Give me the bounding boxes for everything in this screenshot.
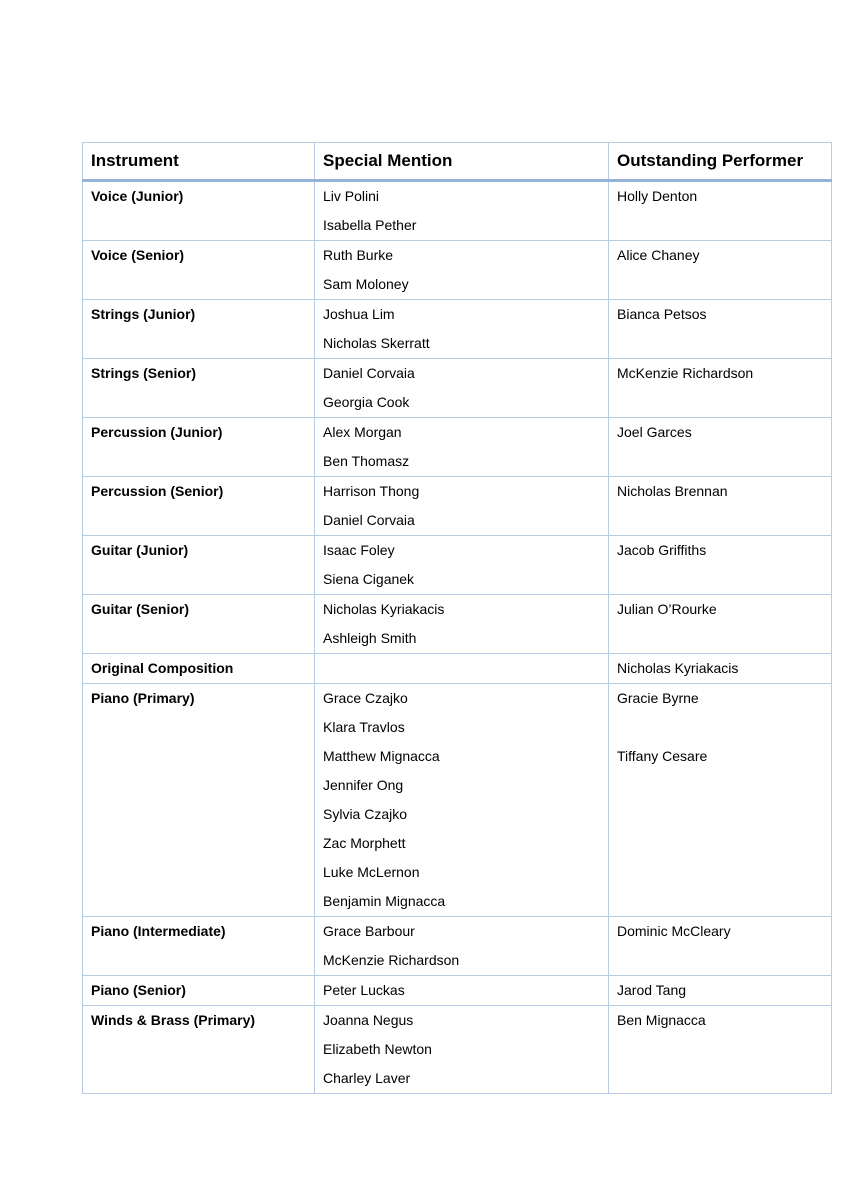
special-mention-name: Daniel Corvaia — [323, 512, 415, 528]
special-mention-name: Alex Morgan — [323, 424, 402, 440]
instrument-label: Piano (Senior) — [91, 982, 186, 998]
special-mention-cell — [315, 241, 609, 300]
special-mention-name: Charley Laver — [323, 1070, 411, 1086]
special-mention-cell — [315, 595, 609, 654]
special-mention-name: Nicholas Skerratt — [323, 335, 430, 351]
table-row — [83, 1006, 832, 1094]
special-mention-name: Benjamin Mignacca — [323, 893, 446, 909]
outstanding-performer-cell — [609, 181, 832, 241]
instrument-cell — [83, 536, 315, 595]
special-mention-name: Sylvia Czajko — [323, 806, 408, 822]
special-mention-name: Georgia Cook — [323, 394, 410, 410]
outstanding-performer-name: Bianca Petsos — [617, 306, 707, 322]
instrument-cell — [83, 300, 315, 359]
header-special-mention: Special Mention — [315, 143, 609, 181]
table-row — [83, 684, 832, 917]
header-row — [83, 143, 832, 181]
special-mention-name: Harrison Thong — [323, 483, 420, 499]
instrument-cell — [83, 917, 315, 976]
special-mention-name: Daniel Corvaia — [323, 365, 415, 381]
outstanding-performer-cell — [609, 536, 832, 595]
special-mention-name: Grace Barbour — [323, 923, 415, 939]
table-row — [83, 536, 832, 595]
outstanding-performer-name: McKenzie Richardson — [617, 365, 754, 381]
table-row — [83, 976, 832, 1006]
header-outstanding-performer: Outstanding Performer — [609, 143, 832, 181]
table-row — [83, 418, 832, 477]
outstanding-performer-cell — [609, 976, 832, 1006]
outstanding-performer-name: Jacob Griffiths — [617, 542, 707, 558]
special-mention-name: Klara Travlos — [323, 719, 405, 735]
special-mention-cell — [315, 917, 609, 976]
special-mention-name: Jennifer Ong — [323, 777, 404, 793]
empty-entry — [323, 654, 600, 683]
outstanding-performer-name: Jarod Tang — [617, 982, 687, 998]
special-mention-name: McKenzie Richardson — [323, 952, 460, 968]
special-mention-name: Joshua Lim — [323, 306, 395, 322]
special-mention-name: Isabella Pether — [323, 217, 417, 233]
table-row — [83, 241, 832, 300]
instrument-label: Voice (Senior) — [91, 247, 185, 263]
special-mention-cell — [315, 477, 609, 536]
outstanding-performer-cell — [609, 654, 832, 684]
outstanding-performer-name: Alice Chaney — [617, 247, 700, 263]
instrument-label: Guitar (Senior) — [91, 601, 190, 617]
outstanding-performer-cell — [609, 477, 832, 536]
outstanding-performer-cell — [609, 1006, 832, 1094]
special-mention-name: Liv Polini — [323, 188, 380, 204]
table-body — [83, 181, 832, 1094]
outstanding-performer-name: Joel Garces — [617, 424, 692, 440]
special-mention-name: Joanna Negus — [323, 1012, 414, 1028]
outstanding-performer-name: Gracie Byrne — [617, 690, 699, 706]
table-row — [83, 917, 832, 976]
table-row — [83, 359, 832, 418]
special-mention-name: Peter Luckas — [323, 982, 405, 998]
instrument-label: Percussion (Senior) — [91, 483, 224, 499]
instrument-label: Strings (Senior) — [91, 365, 197, 381]
special-mention-name: Luke McLernon — [323, 864, 420, 880]
instrument-cell — [83, 418, 315, 477]
instrument-cell — [83, 241, 315, 300]
outstanding-performer-name: Ben Mignacca — [617, 1012, 706, 1028]
outstanding-performer-name: Dominic McCleary — [617, 923, 731, 939]
outstanding-performer-name — [617, 713, 823, 742]
instrument-label: Percussion (Junior) — [91, 424, 223, 440]
special-mention-name: Siena Ciganek — [323, 571, 415, 587]
outstanding-performer-cell — [609, 300, 832, 359]
special-mention-name: Elizabeth Newton — [323, 1041, 432, 1057]
outstanding-performer-cell — [609, 359, 832, 418]
awards-table — [82, 142, 832, 1094]
instrument-label: Piano (Primary) — [91, 690, 195, 706]
special-mention-cell — [315, 1006, 609, 1094]
table-row — [83, 300, 832, 359]
outstanding-performer-name: Nicholas Brennan — [617, 483, 728, 499]
outstanding-performer-name: Julian O’Rourke — [617, 601, 717, 617]
instrument-label: Guitar (Junior) — [91, 542, 189, 558]
special-mention-cell — [315, 976, 609, 1006]
table-row — [83, 181, 832, 241]
instrument-label: Strings (Junior) — [91, 306, 196, 322]
special-mention-name: Grace Czajko — [323, 690, 408, 706]
table-row — [83, 477, 832, 536]
instrument-cell — [83, 684, 315, 917]
outstanding-performer-name: Holly Denton — [617, 188, 698, 204]
special-mention-cell — [315, 300, 609, 359]
instrument-cell — [83, 181, 315, 241]
instrument-label: Voice (Junior) — [91, 188, 184, 204]
outstanding-performer-cell — [609, 917, 832, 976]
special-mention-name: Ruth Burke — [323, 247, 394, 263]
header-instrument: Instrument — [83, 143, 315, 181]
special-mention-name: Sam Moloney — [323, 276, 409, 292]
outstanding-performer-name: Tiffany Cesare — [617, 748, 708, 764]
instrument-label: Original Composition — [91, 660, 234, 676]
outstanding-performer-cell — [609, 241, 832, 300]
table-row — [83, 654, 832, 684]
instrument-label: Winds & Brass (Primary) — [91, 1012, 256, 1028]
special-mention-name: Matthew Mignacca — [323, 748, 440, 764]
outstanding-performer-cell — [609, 684, 832, 917]
instrument-cell — [83, 359, 315, 418]
special-mention-cell — [315, 536, 609, 595]
instrument-cell — [83, 1006, 315, 1094]
special-mention-cell — [315, 684, 609, 917]
outstanding-performer-cell — [609, 418, 832, 477]
instrument-cell — [83, 976, 315, 1006]
instrument-cell — [83, 654, 315, 684]
instrument-cell — [83, 595, 315, 654]
special-mention-cell — [315, 418, 609, 477]
instrument-cell — [83, 477, 315, 536]
special-mention-name: Isaac Foley — [323, 542, 395, 558]
table-header — [83, 143, 832, 181]
special-mention-name: Zac Morphett — [323, 835, 406, 851]
special-mention-cell — [315, 654, 609, 684]
outstanding-performer-name: Nicholas Kyriakacis — [617, 660, 739, 676]
special-mention-name: Ben Thomasz — [323, 453, 410, 469]
special-mention-name: Nicholas Kyriakacis — [323, 601, 445, 617]
table-row — [83, 595, 832, 654]
outstanding-performer-cell — [609, 595, 832, 654]
instrument-label: Piano (Intermediate) — [91, 923, 226, 939]
special-mention-cell — [315, 359, 609, 418]
special-mention-name: Ashleigh Smith — [323, 630, 417, 646]
special-mention-cell — [315, 181, 609, 241]
